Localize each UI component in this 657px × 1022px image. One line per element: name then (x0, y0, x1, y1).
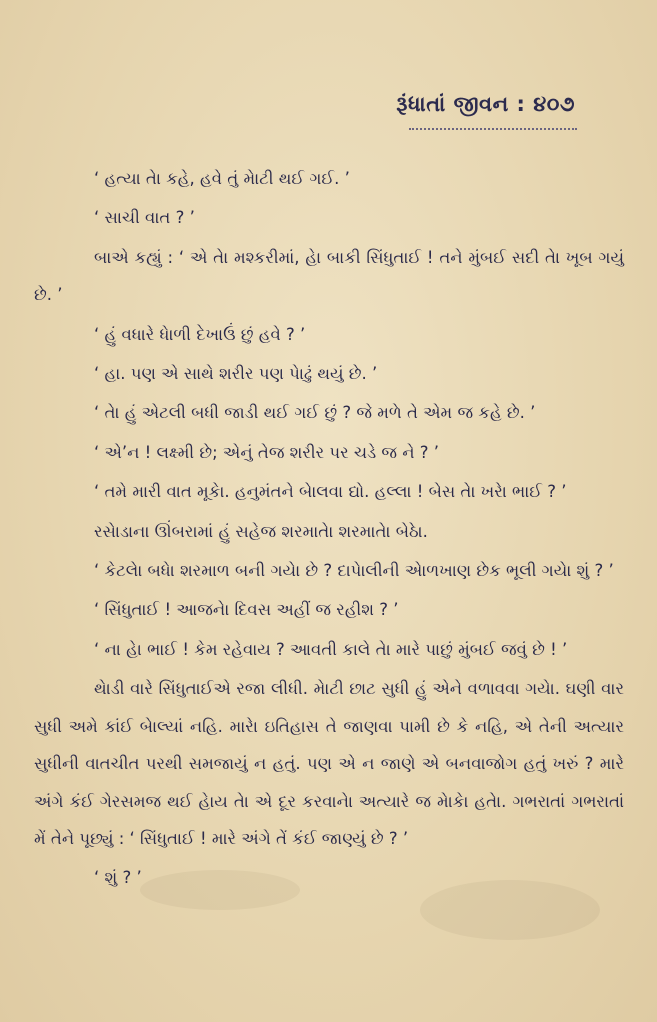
paragraph: ‘ હત્યા તેા કહે, હવે તું મેાટી થઈ ગઈ. ’ (94, 169, 350, 188)
paragraph: ‘ હું વધારે ધેાળી દેખાઉં છું હવે ? ’ (94, 324, 306, 344)
paragraph: ‘ સિંધુતાઈ ! આજનેા દિવસ અહીં જ રહીશ ? ’ (94, 600, 399, 620)
paragraph: થેાડી વારે સિંધુતાઈએ રજા લીધી. મેાટી છાટ સુધી હું એને વળાવવા ગયેા. ઘણી વાર સુધી અમે કાંઈ બેાલ્યાં નહિ. મારેા ઇતિહાસ તે જાણવા પામી છે કે નહિ, એ તેની અત્યાર સુધીની વાતચીત પરથી સમજાયું ન હતું. પણ એ ન જાણે એ બનવાજોગ હતું ખરું ? મારે અંગે કંઈ ગેરસમજ થઈ હેાય તેા એ દૂર કરવાનેા અત્યારે જ મેાકેા હતેા. ગભરાતાં ગભરાતાં મેં તેને પૂછ્યું : ‘ સિંધુતાઈ ! મારે અંગે તેં કંઈ જાણ્યું છે ? ’ (34, 679, 624, 848)
paragraph: ‘ તેા હું એટલી બધી જાડી થઈ ગઈ છું ? જે મળે તે એમ જ કહે છે. ’ (94, 403, 536, 423)
paragraph: ‘ એ’ન ! લક્ષ્મી છે; એનું તેજ શરીર પર ચડે જ ને ? ’ (94, 442, 440, 462)
paragraph: બાએ કહ્યું : ‘ એ તેા મશ્કરીમાં, હેા બાકી સિંધુતાઈ ! તને મુંબઈ સદી તેા ખૂબ ગયું છે. ’ (34, 247, 624, 305)
paragraph: ‘ સાચી વાત ? ’ (94, 208, 195, 228)
paragraph: ‘ ના હેા ભાઈ ! કેમ રહેવાય ? આવતી કાલે તેા મારે પાછું મુંબઈ જવું છે ! ’ (94, 639, 568, 659)
header-underline (409, 124, 577, 130)
running-header: રૂંધાતાં જીવન : ૪૦૭ (396, 92, 575, 116)
paragraph: ‘ કેટલેા બધેા શરમાળ બની ગયેા છે ? દાપેાલીની એાળખાણ છેક ભૂલી ગયેા શું ? ’ (94, 561, 614, 581)
paragraph: રસેાડાના ઊંબરામાં હું સહેજ શરમાતેા શરમાતેા બેઠેા. (94, 521, 428, 541)
paragraph: ‘ હા. પણ એ સાથે શરીર પણ પેાઢું થયું છે. ’ (94, 364, 378, 384)
page-body (34, 160, 624, 899)
paragraph: ‘ શું ? ’ (94, 868, 142, 888)
paragraph: ‘ તમે મારી વાત મૂકેા. હનુમંતને બેાલવા દ્યો. હલ્લા ! બેસ તેા ખરેા ભાઈ ? ’ (94, 482, 567, 502)
